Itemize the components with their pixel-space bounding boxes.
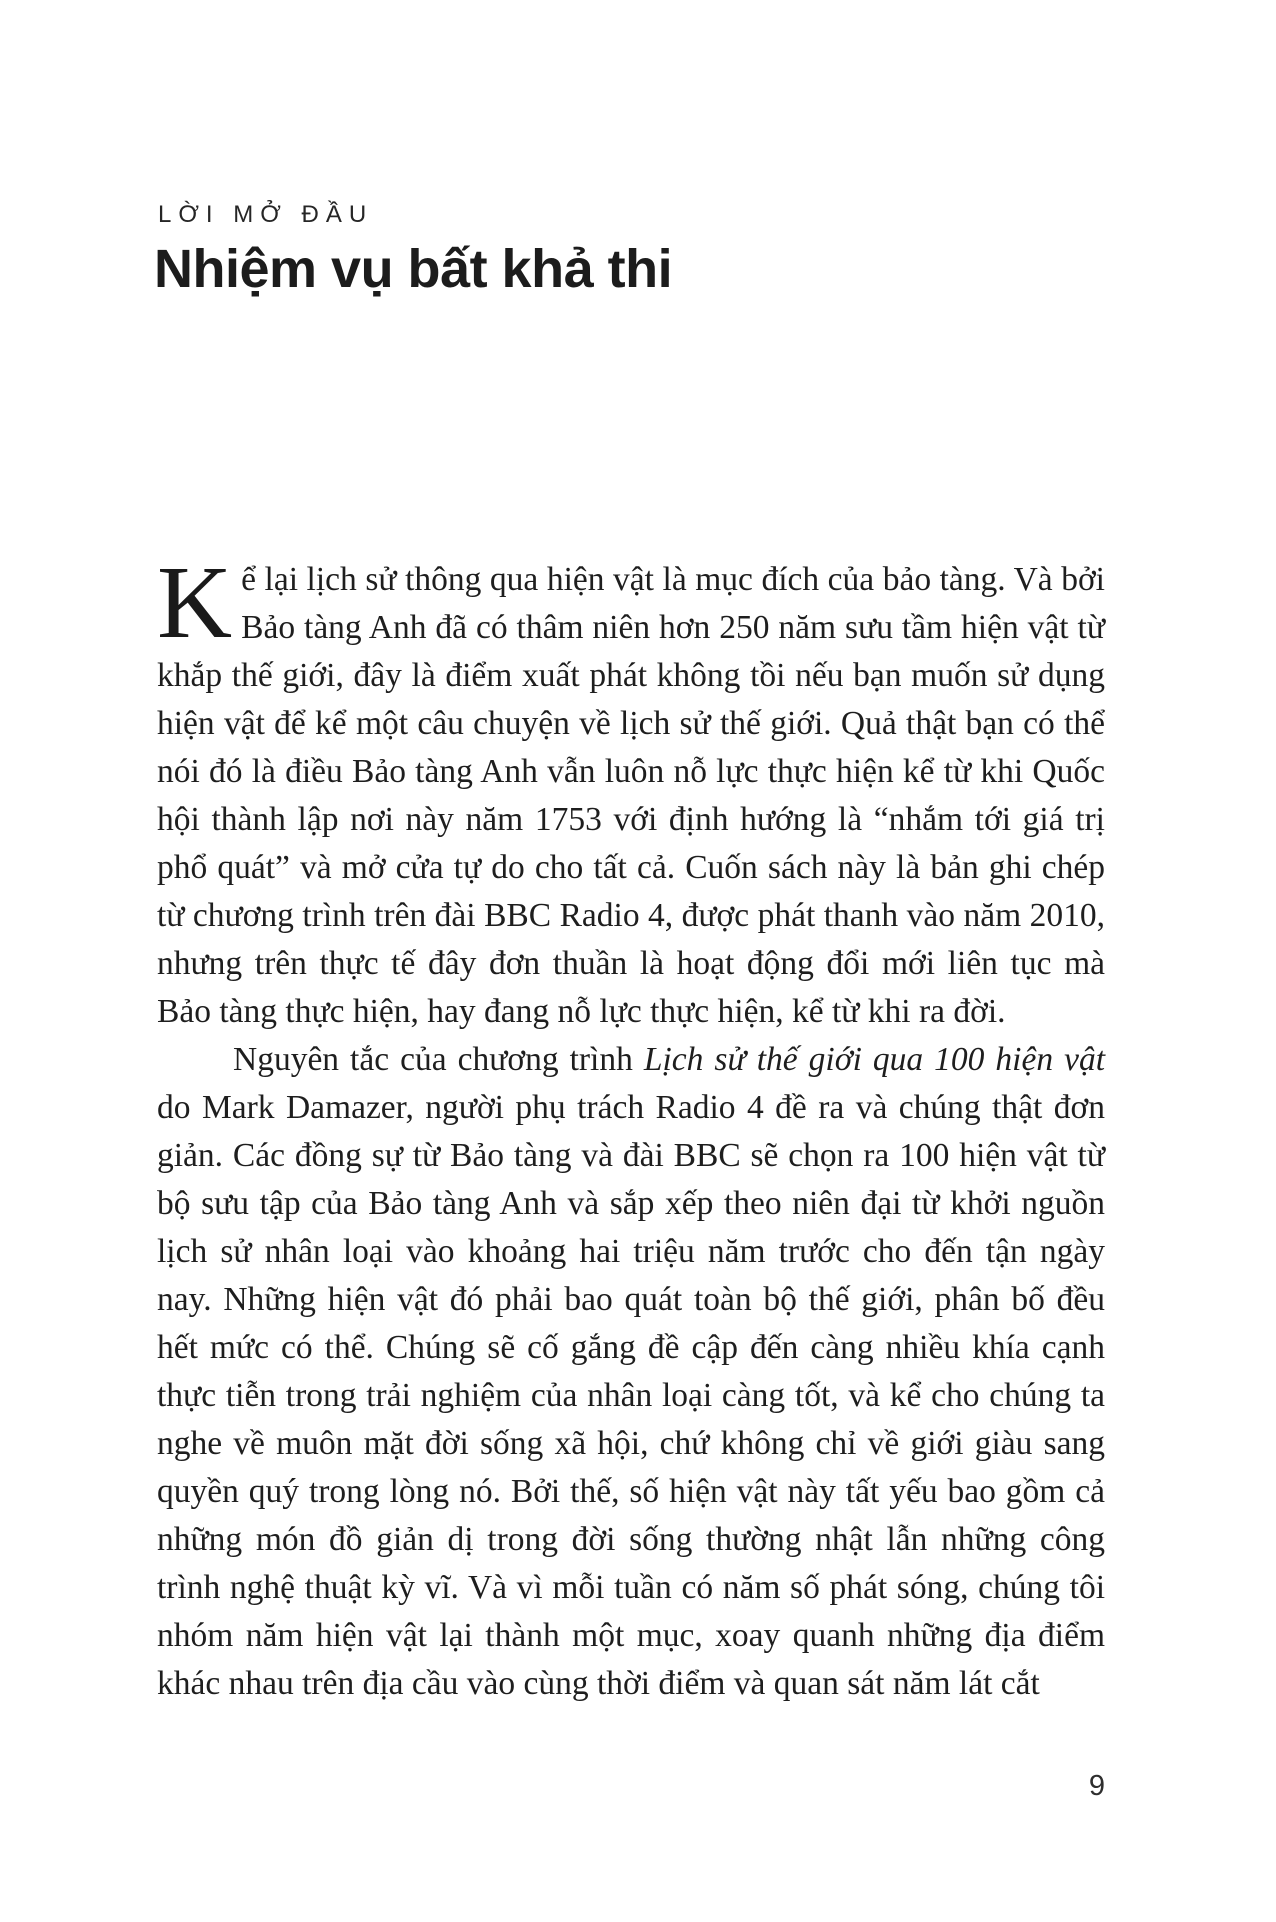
body-text	[157, 545, 1105, 1708]
drop-cap: K	[157, 545, 233, 660]
paragraph-two-lead: Nguyên tắc của chương trình	[233, 1041, 644, 1078]
paragraph-two-rest: do Mark Damazer, người phụ trách Radio 4 đề ra và chúng thật đơn giản. Các đồng sự từ Bảo tàng và đài BBC sẽ chọn ra 100 hiện vật từ bộ sưu tập của Bảo tàng Anh và sắp xếp theo niên đại từ khởi nguồn lịch sử nhân loại vào khoảng hai triệu năm trước cho đến tận ngày nay. Những hiện vật đó phải bao quát toàn bộ thế giới, phân bố đều hết mức có thể. Chúng sẽ cố gắng đề cập đến càng nhiều khía cạnh thực tiễn trong trải nghiệm của nhân loại càng tốt, và kể cho chúng ta nghe về muôn mặt đời sống xã hội, chứ không chỉ về giới giàu sang quyền quý trong lòng nó. Bởi thế, số hiện vật này tất yếu bao gồm cả những món đồ giản dị trong đời sống thường nhật lẫn những công trình nghệ thuật kỳ vĩ. Và vì mỗi tuần có năm số phát sóng, chúng tôi nhóm năm hiện vật lại thành một mục, xoay quanh những địa điểm khác nhau trên địa cầu vào cùng thời điểm và quan sát năm lát cắt	[157, 1089, 1105, 1702]
section-kicker: LỜI MỞ ĐẦU	[158, 201, 374, 228]
page-number: 9	[1088, 1770, 1105, 1802]
book-title-italic: Lịch sử thế giới qua 100 hiện vật	[643, 1041, 1105, 1078]
paragraph-one-text: ể lại lịch sử thông qua hiện vật là mục đích của bảo tàng. Và bởi Bảo tàng Anh đã có thâm niên hơn 250 năm sưu tầm hiện vật từ khắp thế giới, đây là điểm xuất phát không tồi nếu bạn muốn sử dụng hiện vật để kể một câu chuyện về lịch sử thế giới. Quả thật bạn có thể nói đó là điều Bảo tàng Anh vẫn luôn nỗ lực thực hiện kể từ khi Quốc hội thành lập nơi này năm 1753 với định hướng là “nhắm tới giá trị phổ quát” và mở cửa tự do cho tất cả. Cuốn sách này là bản ghi chép từ chương trình trên đài BBC Radio 4, được phát thanh vào năm 2010, nhưng trên thực tế đây đơn thuần là hoạt động đổi mới liên tục mà Bảo tàng thực hiện, hay đang nỗ lực thực hiện, kể từ khi ra đời.	[157, 561, 1105, 1030]
paragraph-two	[157, 1036, 1105, 1708]
paragraph-one	[157, 545, 1105, 1036]
chapter-title: Nhiệm vụ bất khả thi	[154, 239, 673, 299]
